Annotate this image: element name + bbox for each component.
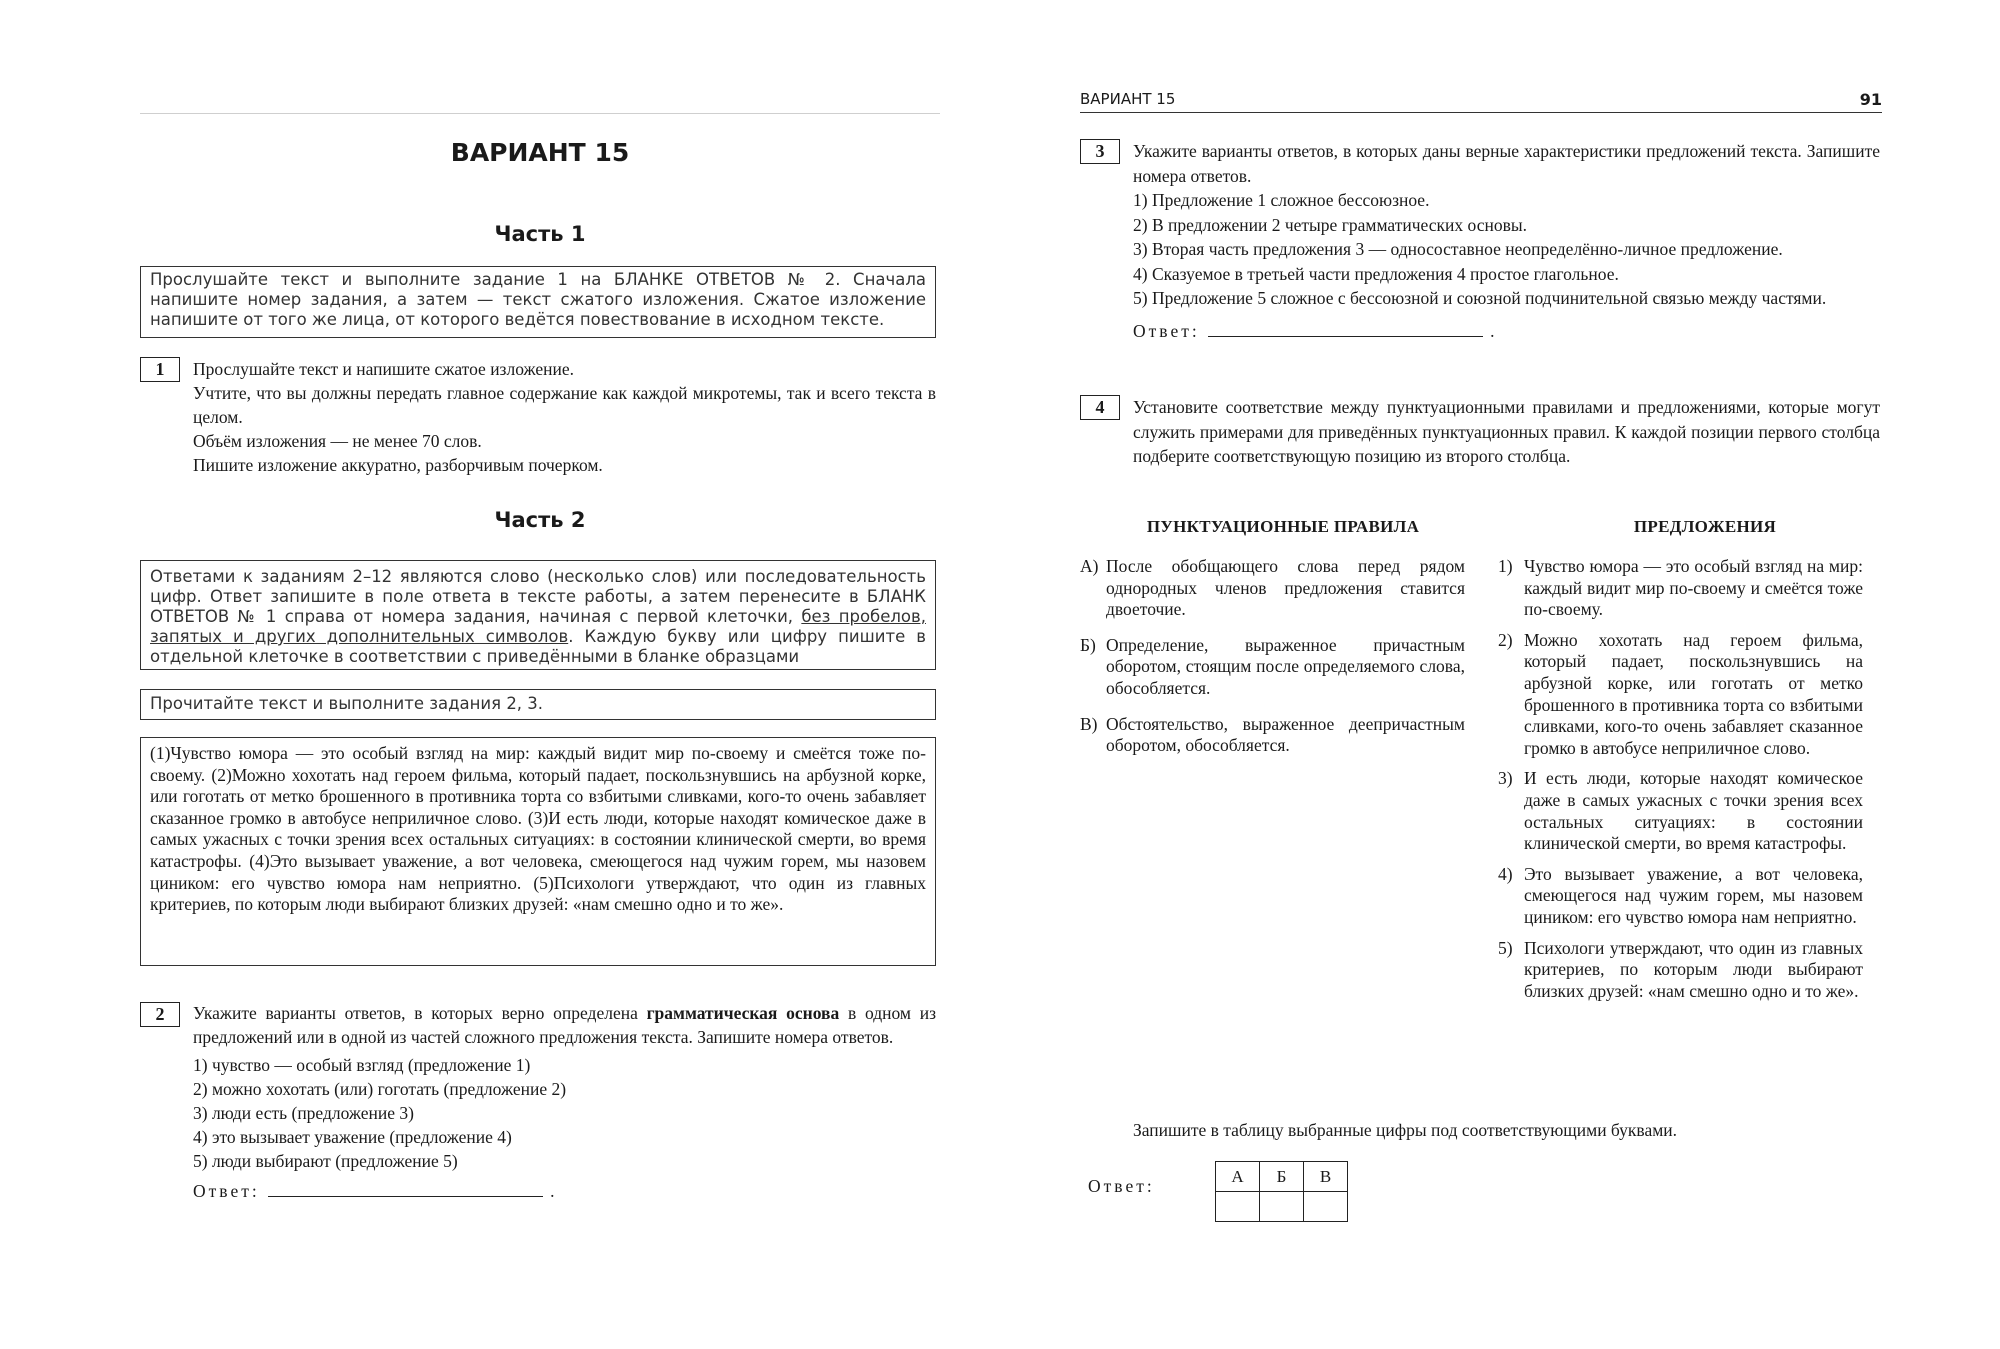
answer-table-cell[interactable] xyxy=(1216,1192,1260,1222)
task4-answer-label: Ответ: xyxy=(1088,1176,1155,1196)
sentence-label: 3) xyxy=(1498,768,1513,789)
part2-instruction-text-end: . Каждую букву или цифру пишите в отдельной клеточке в соответствии с приведёнными в бланке образцами xyxy=(150,627,926,666)
rule-text: Обстоятельство, выраженное деепричастным оборотом, обособляется. xyxy=(1106,713,1465,756)
task2-answer-field[interactable]: Ответ: . xyxy=(193,1181,558,1201)
task2-option: 3) люди есть (предложение 3) xyxy=(193,1103,414,1123)
variant-title: ВАРИАНТ 15 xyxy=(450,138,630,167)
sentence-label: 4) xyxy=(1498,863,1513,884)
answer-table-header xyxy=(1216,1162,1348,1192)
part1-title: Часть 1 xyxy=(494,222,586,246)
answer-table-cell[interactable] xyxy=(1304,1192,1348,1222)
task2-text xyxy=(193,1001,936,1203)
rules-heading: ПУНКТУАЦИОННЫЕ ПРАВИЛА xyxy=(1146,517,1420,536)
task3-number: 3 xyxy=(1080,139,1120,164)
sentence-text: Можно хохотать над героем фильма, который падает, поскользнувшись на арбузной корке, или гоготать от метко брошенного в противника торта со взбитыми сливками, кого-то очень забавляет сказанное громко в автобусе неприличное слово. xyxy=(1524,629,1863,758)
rule-label: Б) xyxy=(1080,634,1096,655)
task2-options xyxy=(193,1053,936,1173)
sentences-heading: ПРЕДЛОЖЕНИЯ xyxy=(1633,517,1777,536)
sentence-item xyxy=(1498,864,1863,929)
sentence-text: Чувство юмора — это особый взгляд на мир: каждый видит мир по-своему и смеётся тоже по-своему. xyxy=(1524,556,1863,620)
task3-options xyxy=(1133,188,1880,311)
task1-line: Учтите, что вы должны передать главное содержание как каждой микротемы, так и всего текста в целом. xyxy=(193,383,936,427)
task3-option: 1) Предложение 1 сложное бессоюзное. xyxy=(1133,190,1430,210)
answer-table-header-cell: Б xyxy=(1260,1162,1304,1192)
rule-item xyxy=(1080,635,1465,700)
task3-option: 3) Вторая часть предложения 3 — односоставное неопределённо-личное предложение. xyxy=(1133,239,1783,259)
task4-intro: Установите соответствие между пунктуационными правилами и предложениями, которые могут служить примерами для приведённых пунктуационных правил. К каждой позиции первого столбца подберите соответствующую позицию из второго столбца. xyxy=(1133,397,1880,466)
rules-column xyxy=(1080,556,1465,766)
task3-answer-field[interactable]: Ответ: . xyxy=(1133,320,1498,341)
answer-table-header-cell: А xyxy=(1216,1162,1260,1192)
read-instruction-box: Прочитайте текст и выполните задания 2, 3. xyxy=(140,689,936,720)
task1-text xyxy=(193,357,936,477)
passage-box: (1)Чувство юмора — это особый взгляд на мир: каждый видит мир по-своему и смеётся тоже по-своему. (2)Можно хохотать над героем фильма, который падает, поскользнувшись на арбузной корке, или гоготать от метко брошенного в противника торта со взбитыми сливками, кого-то очень забавляет сказанное громко в автобусе неприличное слово. (3)И есть люди, которые находят комическое даже в самых ужасных с точки зрения всех остальных ситуациях: в состоянии клинической смерти, во время катастрофы. (4)Это вызывает уважение, а вот человека, смеющегося над чужим горем, мы назовем циником: его чувство юмора нам неприятно. (5)Психологи утверждают, что один из главных критериев, по которым люди выбирают близких друзей: «нам смешно одно и то же». xyxy=(140,737,936,966)
answer-label: Ответ: xyxy=(193,1181,260,1201)
answer-line[interactable] xyxy=(1208,322,1483,337)
task2-option: 1) чувство — особый взгляд (предложение 1) xyxy=(193,1055,531,1075)
sentences-column xyxy=(1498,556,1863,1011)
answer-table xyxy=(1215,1161,1348,1222)
part1-instruction-box: Прослушайте текст и выполните задание 1 на БЛАНКЕ ОТВЕТОВ № 2. Сначала напишите номер задания, а затем — текст сжатого изложения. Сжатое изложение напишите от того же лица, от которого ведётся повествование в исходном тексте. xyxy=(140,266,936,338)
task3-option: 4) Сказуемое в третьей части предложения 4 простое глагольное. xyxy=(1133,263,1619,284)
top-rule xyxy=(140,113,940,114)
answer-line[interactable] xyxy=(268,1182,543,1197)
sentence-item xyxy=(1498,556,1863,621)
running-head xyxy=(1080,90,1882,113)
running-head-title: ВАРИАНТ 15 xyxy=(1080,90,1176,108)
sentence-text: И есть люди, которые находят комическое даже в самых ужасных с точки зрения всех остальных ситуациях: в состоянии клинической смерти, во время катастрофы. xyxy=(1524,768,1863,854)
task2-option: 2) можно хохотать (или) гоготать (предложение 2) xyxy=(193,1079,567,1099)
part2-title: Часть 2 xyxy=(494,508,586,532)
task3-text xyxy=(1133,139,1880,343)
task2-option: 5) люди выбирают (предложение 5) xyxy=(193,1151,458,1171)
answer-label: Ответ: xyxy=(1133,320,1200,341)
sentence-label: 1) xyxy=(1498,556,1513,576)
answer-table-cell[interactable] xyxy=(1260,1192,1304,1222)
task4-number: 4 xyxy=(1080,395,1120,420)
part2-instruction-text: Ответами к заданиям 2–12 являются слово (несколько слов) или последовательность цифр. Ответ запишите в поле ответа в тексте работы, а затем перенесите в БЛАНК ОТВЕТОВ № 1 справа от номера задания, начиная с первой клеточки, xyxy=(150,567,926,626)
sentence-item xyxy=(1498,630,1863,760)
sentence-text: Это вызывает уважение, а вот человека, смеющегося над чужим горем, мы назовем циником: его чувство юмора нам неприятно. xyxy=(1524,863,1863,927)
table-instruction: Запишите в таблицу выбранные цифры под соответствующими буквами. xyxy=(1133,1120,1678,1140)
task3-option: 5) Предложение 5 сложное с бессоюзной и союзной подчинительной связью между частями. xyxy=(1133,288,1827,308)
task2-intro: Укажите варианты ответов, в которых верно определена xyxy=(193,1003,647,1023)
sentence-item xyxy=(1498,768,1863,854)
task2-option: 4) это вызывает уважение (предложение 4) xyxy=(193,1127,512,1147)
task1-line: Прослушайте текст и напишите сжатое изложение. xyxy=(193,359,575,379)
task3-intro: Укажите варианты ответов, в которых даны верные характеристики предложений текста. Запишите номера ответов. xyxy=(1133,141,1880,186)
sentence-label: 5) xyxy=(1498,937,1513,958)
task2-intro-end: в одном из предложений или в одной из частей сложного предложения текста. Запишите номера ответов. xyxy=(193,1003,937,1047)
sentence-label: 2) xyxy=(1498,629,1513,650)
rule-label: В) xyxy=(1080,713,1098,734)
page-number: 91 xyxy=(1859,90,1882,109)
rule-item xyxy=(1080,714,1465,757)
sentence-item xyxy=(1498,938,1863,1003)
task2-number: 2 xyxy=(140,1002,180,1027)
rule-text: После обобщающего слова перед рядом однородных членов предложения ставится двоеточие. xyxy=(1106,556,1465,620)
rule-label: А) xyxy=(1080,556,1099,576)
right-page xyxy=(1000,0,2000,1349)
task1-line: Объём изложения — не менее 70 слов. xyxy=(193,431,482,451)
part2-instruction-box xyxy=(140,560,936,670)
task2-intro-bold: грамматическая основа xyxy=(646,1003,840,1023)
rule-item xyxy=(1080,556,1465,621)
part2-instruction-underlined: без пробелов, запятых и других дополнительных символов xyxy=(150,607,926,646)
task1-line: Пишите изложение аккуратно, разборчивым почерком. xyxy=(193,455,603,475)
answer-table-input-row xyxy=(1216,1192,1348,1222)
sentence-text: Психологи утверждают, что один из главных критериев, по которым люди выбирают близких друзей: «нам смешно одно и то же». xyxy=(1524,937,1863,1001)
task1-number: 1 xyxy=(140,357,180,382)
rule-text: Определение, выраженное причастным оборотом, стоящим после определяемого слова, обособляется. xyxy=(1106,634,1465,698)
task3-option: 2) В предложении 2 четыре грамматических основы. xyxy=(1133,214,1527,235)
answer-table-header-cell: В xyxy=(1304,1162,1348,1192)
